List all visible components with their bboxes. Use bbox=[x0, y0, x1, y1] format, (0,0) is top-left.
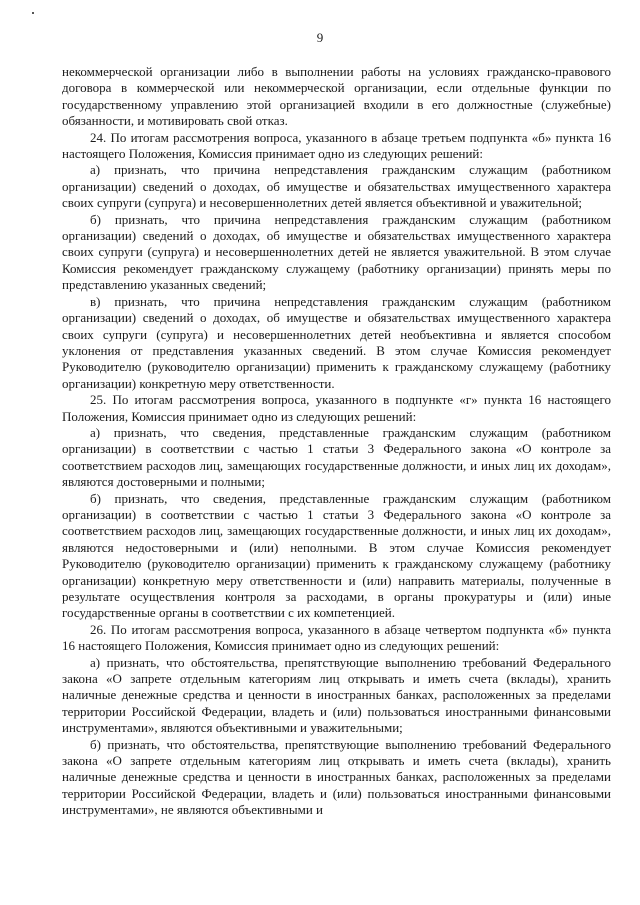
paragraph-26-b: б) признать, что обстоятельства, препятствующие выполнению требований Федерального закона «О запрете отдельным категориям лиц открывать и иметь счета (вклады), хранить наличные денежные средства и ценности в иностранных банках, расположенных за пределами территории Российской Федерации, владеть и (или) пользоваться иностранными финансовыми инструментами», не являются объективными и bbox=[62, 736, 611, 818]
page-number: 9 bbox=[316, 30, 324, 45]
scan-speck bbox=[32, 12, 34, 14]
body-text bbox=[62, 64, 611, 819]
paragraph-item-24: 24. По итогам рассмотрения вопроса, указанного в абзаце третьем подпункта «б» пункта 16 настоящего Положения, Комиссия принимает одно из следующих решений: bbox=[62, 129, 611, 162]
paragraph-25-a: а) признать, что сведения, представленные гражданским служащим (работником организации) в соответствии с частью 1 статьи 3 Федерального закона «О контроле за соответствием расходов лиц, замещающих государственные должности, и иных лиц их доходам», являются достоверными и полными; bbox=[62, 424, 611, 490]
paragraph-item-25: 25. По итогам рассмотрения вопроса, указанного в подпункте «г» пункта 16 настоящего Положения, Комиссия принимает одно из следующих решений: bbox=[62, 392, 611, 424]
paragraph-26-a: а) признать, что обстоятельства, препятствующие выполнению требований Федерального закона «О запрете отдельным категориям лиц открывать и иметь счета (вклады), хранить наличные денежные средства и ценности в иностранных банках, расположенных за пределами территории Российской Федерации, владеть и (или) пользоваться иностранными финансовыми инструментами», являются объективными и уважительными; bbox=[62, 654, 611, 736]
paragraph-24-b: б) признать, что причина непредставления гражданским служащим (работником организации) сведений о доходах, об имуществе и обязательствах имущественного характера своих супруги (супруга) и несовершеннолетних детей не является уважительной. В этом случае Комиссия рекомендует гражданскому служащему (работнику организации) принять меры по представлению указанных сведений; bbox=[62, 211, 611, 293]
paragraph-item-26: 26. По итогам рассмотрения вопроса, указанного в абзаце четвертом подпункта «б» пункта 16 настоящего Положения, Комиссия принимает одно из следующих решений: bbox=[62, 621, 611, 654]
paragraph-24-v: в) признать, что причина непредставления гражданским служащим (работником организации) сведений о доходах, об имуществе и обязательствах имущественного характера своих супруги (супруга) и несовершеннолетних детей необъективна и является способом уклонения от представления указанных сведений. В этом случае Комиссия рекомендует Руководителю (руководителю организации) применить к гражданскому служащему (работнику организации) конкретную меру ответственности. bbox=[62, 293, 611, 391]
paragraph-continuation: некоммерческой организации либо в выполнении работы на условиях гражданско-правового договора в коммерческой или некоммерческой организации, если отдельные функции по государственному управлению этой организацией входили в его должностные (служебные) обязанности, и мотивировать свой отказ. bbox=[62, 64, 611, 129]
paragraph-24-a: а) признать, что причина непредставления гражданским служащим (работником организации) сведений о доходах, об имуществе и обязательствах имущественного характера своих супруги (супруга) и несовершеннолетних детей является объективной и уважительной; bbox=[62, 162, 611, 211]
paragraph-25-b: б) признать, что сведения, представленные гражданским служащим (работником организации) в соответствии с частью 1 статьи 3 Федерального закона «О контроле за соответствием расходов лиц, замещающих государственные должности, и иных лиц их доходам», являются недостоверными и (или) неполными. В этом случае Комиссия рекомендует Руководителю (руководителю организации) применить к гражданскому служащему (работнику организации) конкретную меру ответственности и (или) направить материалы, полученные в результате осуществления контроля за расходами, в органы прокуратуры и (или) иные государственные органы в соответствии с их компетенцией. bbox=[62, 490, 611, 621]
